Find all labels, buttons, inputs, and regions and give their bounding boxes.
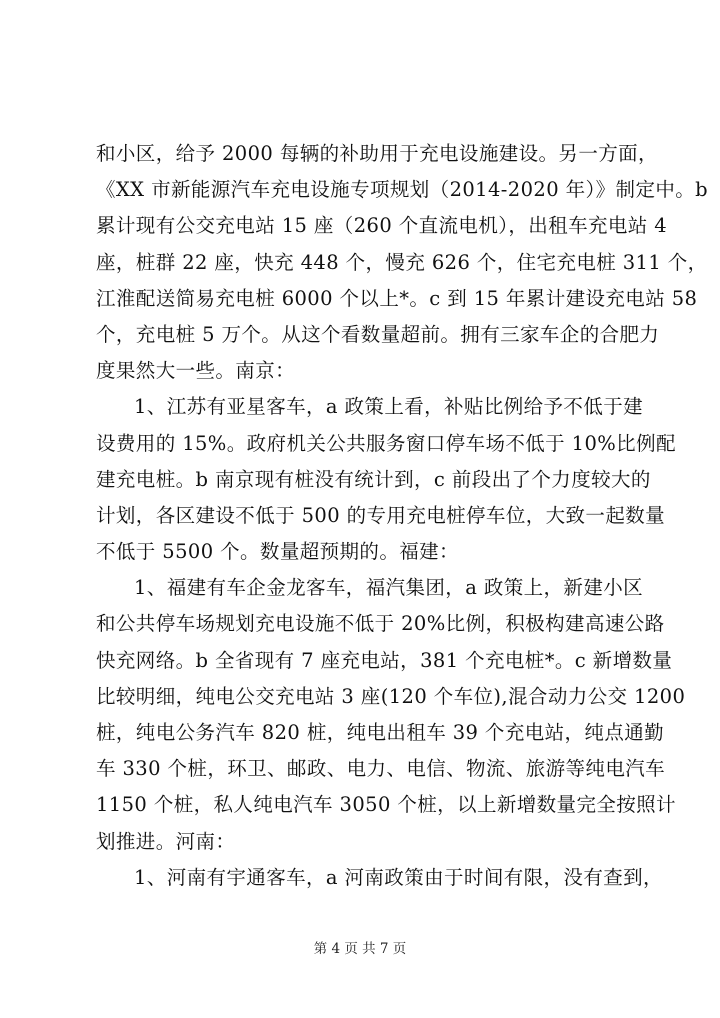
text-line: 比较明细，纯电公交充电站 3 座(120 个车位),混合动力公交 1200 bbox=[96, 684, 686, 708]
text-line: 座，桩群 22 座，快充 448 个，慢充 626 个，住宅充电桩 311 个， bbox=[96, 250, 708, 274]
text-line: 划推进。河南： bbox=[96, 829, 236, 853]
text-line: 累计现有公交充电站 15 座（260 个直流电机），出租车充电站 4 bbox=[96, 214, 668, 238]
text-line: 个，充电桩 5 万个。从这个看数量超前。拥有三家车企的合肥力 bbox=[96, 322, 660, 346]
page-footer bbox=[0, 937, 720, 957]
body-text bbox=[96, 136, 709, 896]
text-line: 江淮配送简易充电桩 6000 个以上*。c 到 15 年累计建设充电站 58 bbox=[96, 286, 698, 310]
text-line: 和小区，给予 2000 每辆的补助用于充电设施建设。另一方面， bbox=[96, 142, 658, 165]
text-line: 1150 个桩，私人纯电汽车 3050 个桩，以上新增数量完全按照计 bbox=[96, 793, 676, 817]
text-line: 度果然大一些。南京： bbox=[96, 359, 296, 383]
text-line: 桩，纯电公务汽车 820 桩，纯电出租车 39 个充电站，纯点通勤 bbox=[96, 721, 665, 744]
text-line: 《XX 市新能源汽车充电设施专项规划（2014-2020 年）》制定中。b bbox=[96, 178, 709, 202]
text-line: 建充电桩。b 南京现有桩没有统计到，c 前段出了个力度较大的 bbox=[96, 467, 651, 491]
text-line: 快充网络。b 全省现有 7 座充电站，381 个充电桩*。c 新增数量 bbox=[96, 648, 673, 672]
paragraph-start-line: 1、江苏有亚星客车，a 政策上看，补贴比例给予不低于建 bbox=[134, 395, 644, 419]
text-line: 设费用的 15%。政府机关公共服务窗口停车场不低于 10%比例配 bbox=[96, 431, 676, 455]
text-line: 计划，各区建设不低于 500 的专用充电桩停车位，大致一起数量 bbox=[96, 503, 666, 527]
page-number-label: 第 4 页 共 7 页 bbox=[313, 941, 407, 957]
text-line: 和公共停车场规划充电设施不低于 20%比例，积极构建高速公路 bbox=[96, 612, 665, 636]
text-line: 不低于 5500 个。数量超预期的。福建： bbox=[96, 540, 459, 564]
paragraph-start-line: 1、河南有宇通客车，a 河南政策由于时间有限，没有查到， bbox=[134, 865, 663, 889]
text-line: 车 330 个桩，环卫、邮政、电力、电信、物流、旅游等纯电汽车 bbox=[96, 757, 666, 781]
paragraph-start-line: 1、福建有车企金龙客车，福汽集团，a 政策上，新建小区 bbox=[134, 576, 644, 600]
